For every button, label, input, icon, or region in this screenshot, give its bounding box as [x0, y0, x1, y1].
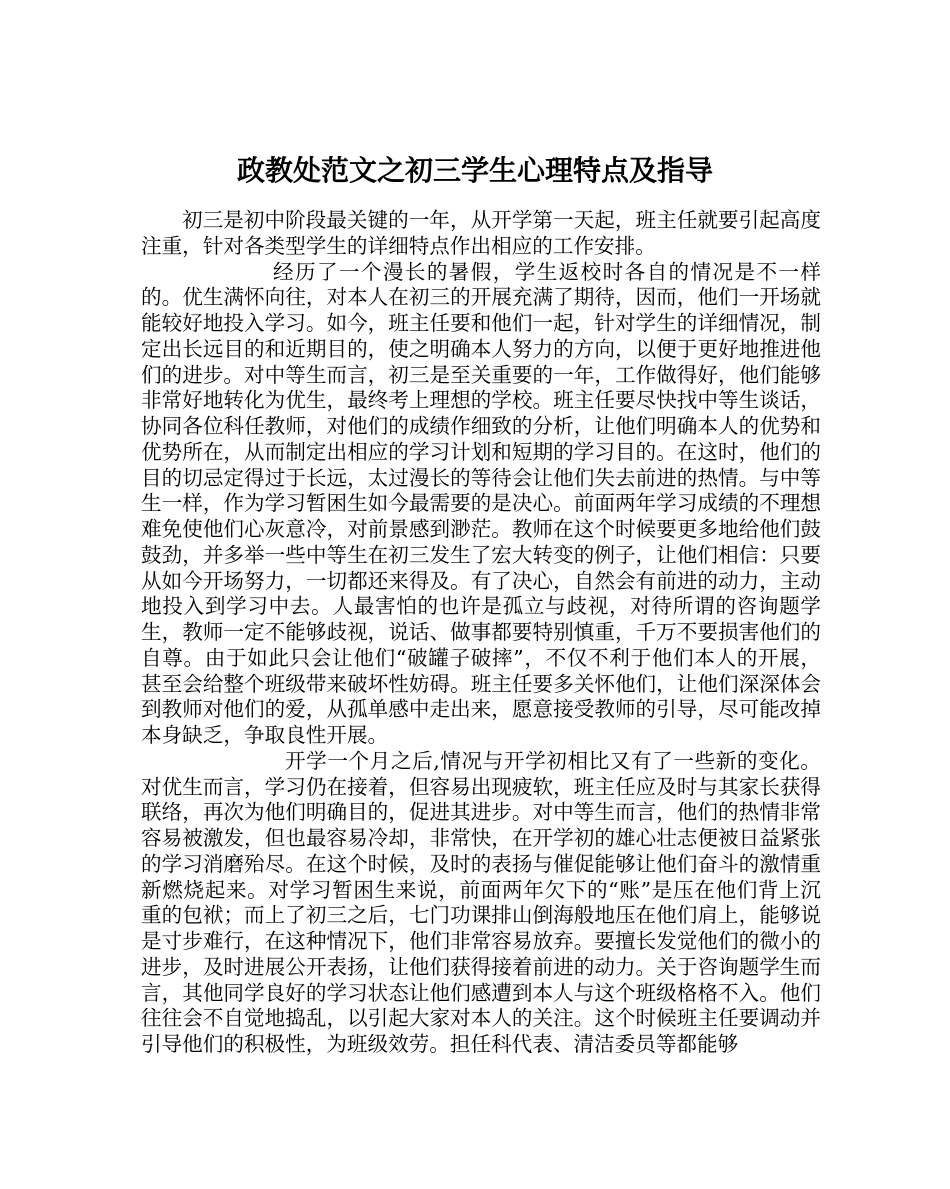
paragraph-summer: 经历了一个漫长的暑假，学生返校时各自的情况是不一样的。优生满怀向往，对本人在初三的开展充满了期待，因而，他们一开场就能较好地投入学习。如今，班主任要和他们一起，针对学生的详细情况，制定出长远目的和近期目的，使之明确本人努力的方向，以便于更好地推进他们的进步。对中等生而言，初三是至关重要的一年，工作做得好，他们能够非常好地转化为优生，最终考上理想的学校。班主任要尽快找中等生谈话，协同各位科任教师，对他们的成绩作细致的分析，让他们明确本人的优势和优势所在，从而制定出相应的学习计划和短期的学习目的。在这时，他们的目的切忌定得过于长远，太过漫长的等待会让他们失去前进的热情。与中等生一样，作为学习暂困生如今最需要的是决心。前面两年学习成绩的不理想难免使他们心灰意冷，对前景感到渺茫。教师在这个时候要更多地给他们鼓鼓劲，并多举一些中等生在初三发生了宏大转变的例子，让他们相信：只要从如今开场努力，一切都还来得及。有了决心，自然会有前进的动力，主动地投入到学习中去。人最害怕的也许是孤立与歧视，对待所谓的咨询题学生，教师一定不能够歧视，说话、做事都要特别慎重，千万不要损害他们的自尊。由于如此只会让他们“破罐子破摔”，不仅不利于他们本人的开展，甚至会给整个班级带来破坏性妨碍。班主任要多关怀他们，让他们深深体会到教师对他们的爱，从孤单感中走出来，愿意接受教师的引导，尽可能改掉本身缺乏，争取良性开展。 — [141, 259, 821, 747]
document-title: 政教处范文之初三学生心理特点及指导 — [236, 153, 713, 187]
document-body — [141, 208, 821, 1058]
paragraph-one-month: 开学一个月之后,情况与开学初相比又有了一些新的变化。对优生而言，学习仍在接着，但容易出现疲软，班主任应及时与其家长获得联络，再次为他们明确目的，促进其进步。对中等生而言，他们的热情非常容易被激发，但也最容易冷却，非常快，在开学初的雄心壮志便被日益紧张的学习消磨殆尽。在这个时候，及时的表扬与催促能够让他们奋斗的激情重新燃烧起来。对学习暂困生来说，前面两年欠下的“账”是压在他们背上沉重的包袱；而上了初三之后，七门功课排山倒海般地压在他们肩上，能够说是寸步难行，在这种情况下，他们非常容易放弃。要擅长发觉他们的微小的进步，及时进展公开表扬，让他们获得接着前进的动力。关于咨询题学生而言，其他同学良好的学习状态让他们感遭到本人与这个班级格格不入。他们往往会不自觉地捣乱，以引起大家对本人的关注。这个时候班主任要调动并引导他们的积极性，为班级效劳。担任科代表、清洁委员等都能够 — [141, 748, 821, 1056]
paragraph-intro: 初三是初中阶段最关键的一年，从开学第一天起，班主任就要引起高度注重，针对各类型学生的详细特点作出相应的工作安排。 — [141, 208, 821, 258]
